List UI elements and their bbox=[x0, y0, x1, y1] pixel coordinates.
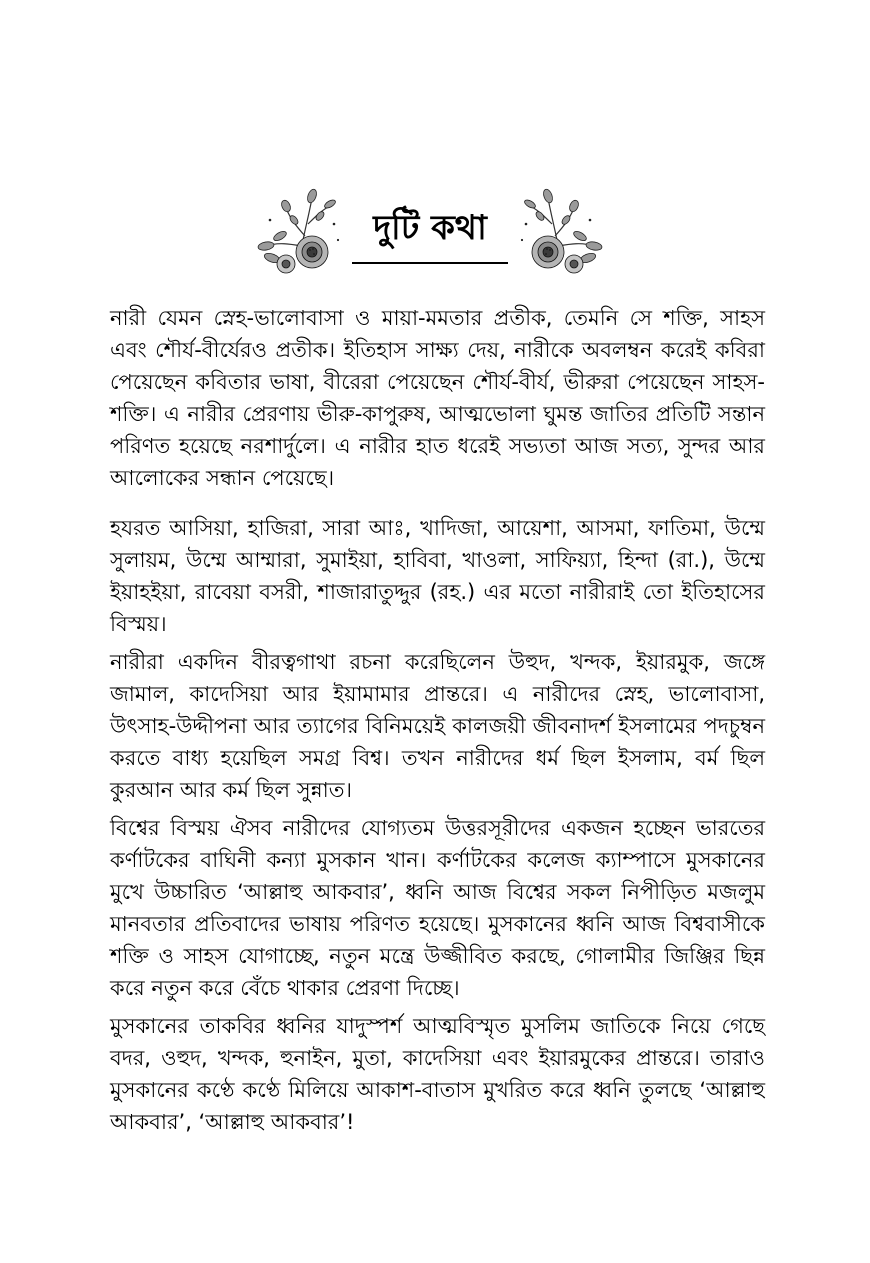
floral-ornament-icon bbox=[510, 180, 610, 280]
paragraph: হযরত আসিয়া, হাজিরা, সারা আঃ, খাদিজা, আয়েশা, আসমা, ফাতিমা, উম্মে সুলায়ম, উম্মে আম্মারা, সুমাইয়া, হাবিবা, খাওলা, সাফিয়্যা, হিন্দা (রা.), উম্মে ইয়াহইয়া, রাবেয়া বসরী, শাজারাতুদ্দুর (রহ.) এর মতো নারীরাই তো ইতিহাসের বিস্ময়। bbox=[110, 516, 765, 636]
title-underline bbox=[352, 262, 508, 264]
paragraph: বিশ্বের বিস্ময় ঐসব নারীদের যোগ্যতম উত্তরসূরীদের একজন হচ্ছেন ভারতের কর্ণাটকের বাঘিনী কন্যা মুসকান খান। কর্ণাটকের কলেজ ক্যাম্পাসে মুসকানের মুখে উচ্চারিত ‘আল্লাহু আকবার’, ধ্বনি আজ বিশ্বের সকল নিপীড়িত মজলুম মানবতার প্রতিবাদের ভাষায় পরিণত হয়েছে। মুসকানের ধ্বনি আজ বিশ্ববাসীকে শক্তি ও সাহস যোগাচ্ছে, নতুন মন্ত্রে উজ্জীবিত করছে, গোলামীর জিঞ্জির ছিন্ন করে নতুন করে বেঁচে থাকার প্রেরণা দিচ্ছে। bbox=[110, 816, 765, 1000]
chapter-header bbox=[250, 180, 610, 280]
paragraph: মুসকানের তাকবির ধ্বনির যাদুস্পর্শ আত্মবিস্মৃত মুসলিম জাতিকে নিয়ে গেছে বদর, ওহুদ, খন্দক, হুনাইন, মুতা, কাদেসিয়া এবং ইয়ারমুকের প্রান্তরে। তারাও মুসকানের কণ্ঠে কণ্ঠে মিলিয়ে আকাশ-বাতাস মুখরিত করে ধ্বনি তুলছে ‘আল্লাহু আকবার’, ‘আল্লাহু আকবার’! bbox=[110, 1014, 765, 1134]
body-text bbox=[110, 302, 765, 1144]
page-title: দুটি কথা bbox=[373, 208, 487, 248]
paragraph: নারী যেমন স্নেহ-ভালোবাসা ও মায়া-মমতার প্রতীক, তেমনি সে শক্তি, সাহস এবং শৌর্য-বীর্যেরও প্রতীক। ইতিহাস সাক্ষ্য দেয়, নারীকে অবলম্বন করেই কবিরা পেয়েছেন কবিতার ভাষা, বীরেরা পেয়েছেন শৌর্য-বীর্য, ভীরুরা পেয়েছেন সাহস-শক্তি। এ নারীর প্রেরণায় ভীরু-কাপুরুষ, আত্মভোলা ঘুমন্ত জাতির প্রতিটি সন্তান পরিণত হয়েছে নরশার্দুলে। এ নারীর হাত ধরেই সভ্যতা আজ সত্য, সুন্দর আর আলোকের সন্ধান পেয়েছে। bbox=[110, 306, 765, 490]
paragraph: নারীরা একদিন বীরত্বগাথা রচনা করেছিলেন উহুদ, খন্দক, ইয়ারমুক, জঙ্গে জামাল, কাদেসিয়া আর ইয়ামামার প্রান্তরে। এ নারীদের স্নেহ, ভালোবাসা, উৎসাহ-উদ্দীপনা আর ত্যাগের বিনিময়েই কালজয়ী জীবনাদর্শ ইসলামের পদচুম্বন করতে বাধ্য হয়েছিল সমগ্র বিশ্ব। তখন নারীদের ধর্ম ছিল ইসলাম, বর্ম ছিল কুরআন আর কর্ম ছিল সুন্নাত। bbox=[110, 650, 765, 802]
floral-ornament-icon bbox=[250, 180, 350, 280]
